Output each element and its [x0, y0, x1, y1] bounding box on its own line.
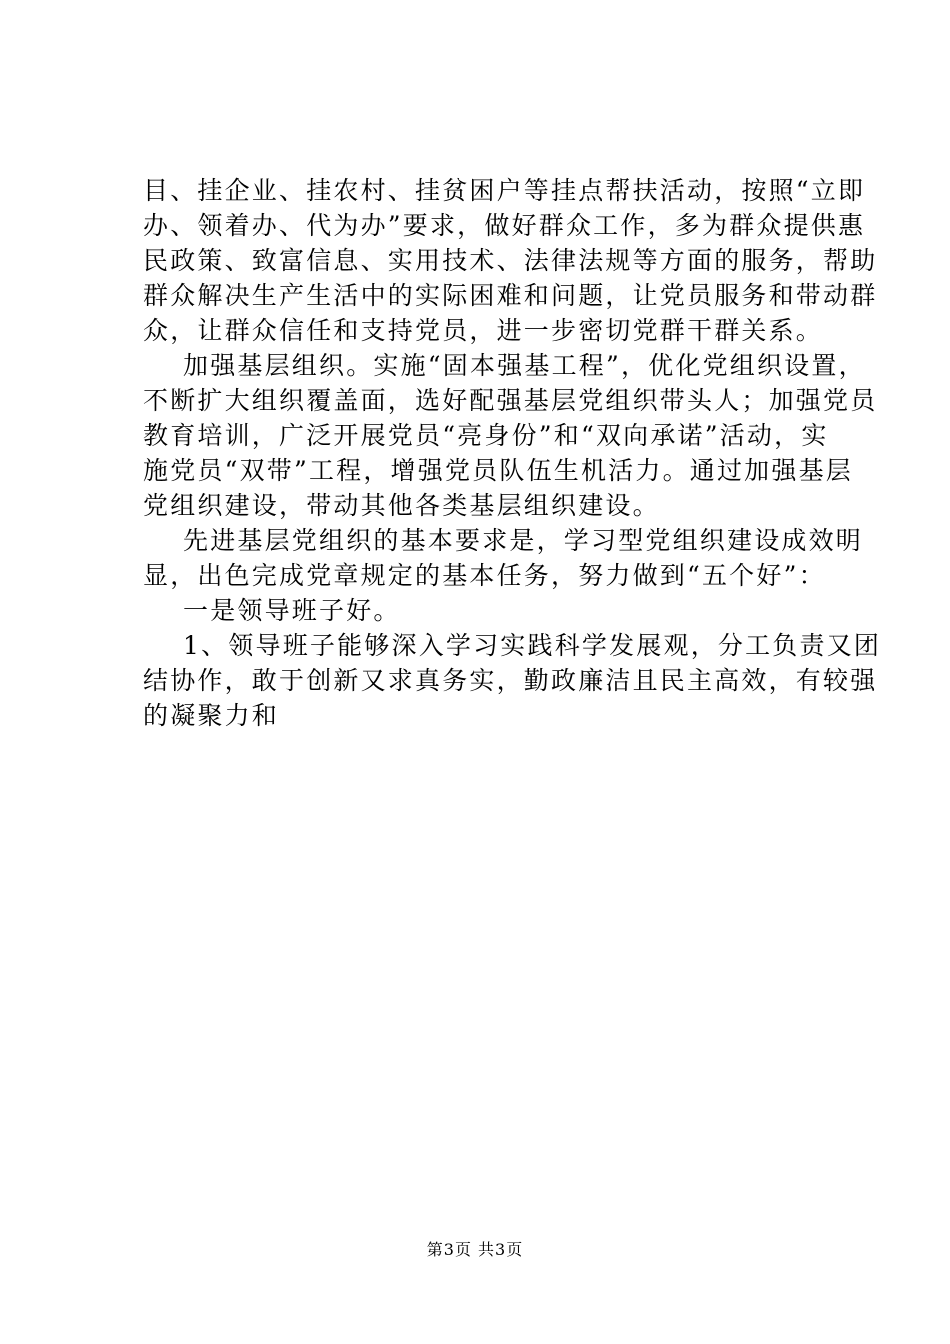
text-line: 的凝聚力和 — [143, 701, 280, 730]
document-body — [143, 173, 882, 733]
text-line: 群众解决生产生活中的实际困难和问题，让党员服务和带动群 — [143, 281, 878, 310]
text-line: 办、领着办、代为办”要求，做好群众工作，多为群众提供惠 — [143, 211, 866, 240]
paragraph-start-line: 先进基层党组织的基本要求是，学习型党组织建设成效明 — [183, 526, 864, 555]
text-line: 党组织建设，带动其他各类基层组织建设。 — [143, 491, 660, 520]
text-line: 众，让群众信任和支持党员，进一步密切党群干群关系。 — [143, 316, 824, 345]
text-line: 教育培训，广泛开展党员“亮身份”和“双向承诺”活动，实 — [143, 421, 829, 450]
text-line: 民政策、致富信息、实用技术、法律法规等方面的服务，帮助 — [143, 246, 878, 275]
page-footer: 第3页 共3页 — [426, 1240, 524, 1259]
text-line: 不断扩大组织覆盖面，选好配强基层党组织带头人；加强党员 — [143, 386, 878, 415]
text-line: 显，出色完成党章规定的基本任务，努力做到“五个好”： — [143, 561, 826, 590]
paragraph-start-line: 1、领导班子能够深入学习实践科学发展观，分工负责又团 — [183, 631, 882, 660]
text-line: 施党员“双带”工程，增强党员队伍生机活力。通过加强基层 — [143, 456, 853, 485]
text-line: 结协作，敢于创新又求真务实，勤政廉洁且民主高效，有较强 — [143, 666, 878, 695]
paragraph-start-line: 加强基层组织。实施“固本强基工程”，优化党组织设置， — [183, 351, 866, 380]
paragraph-start-line: 一是领导班子好。 — [183, 596, 401, 625]
text-line: 目、挂企业、挂农村、挂贫困户等挂点帮扶活动，按照“立即 — [143, 176, 866, 205]
